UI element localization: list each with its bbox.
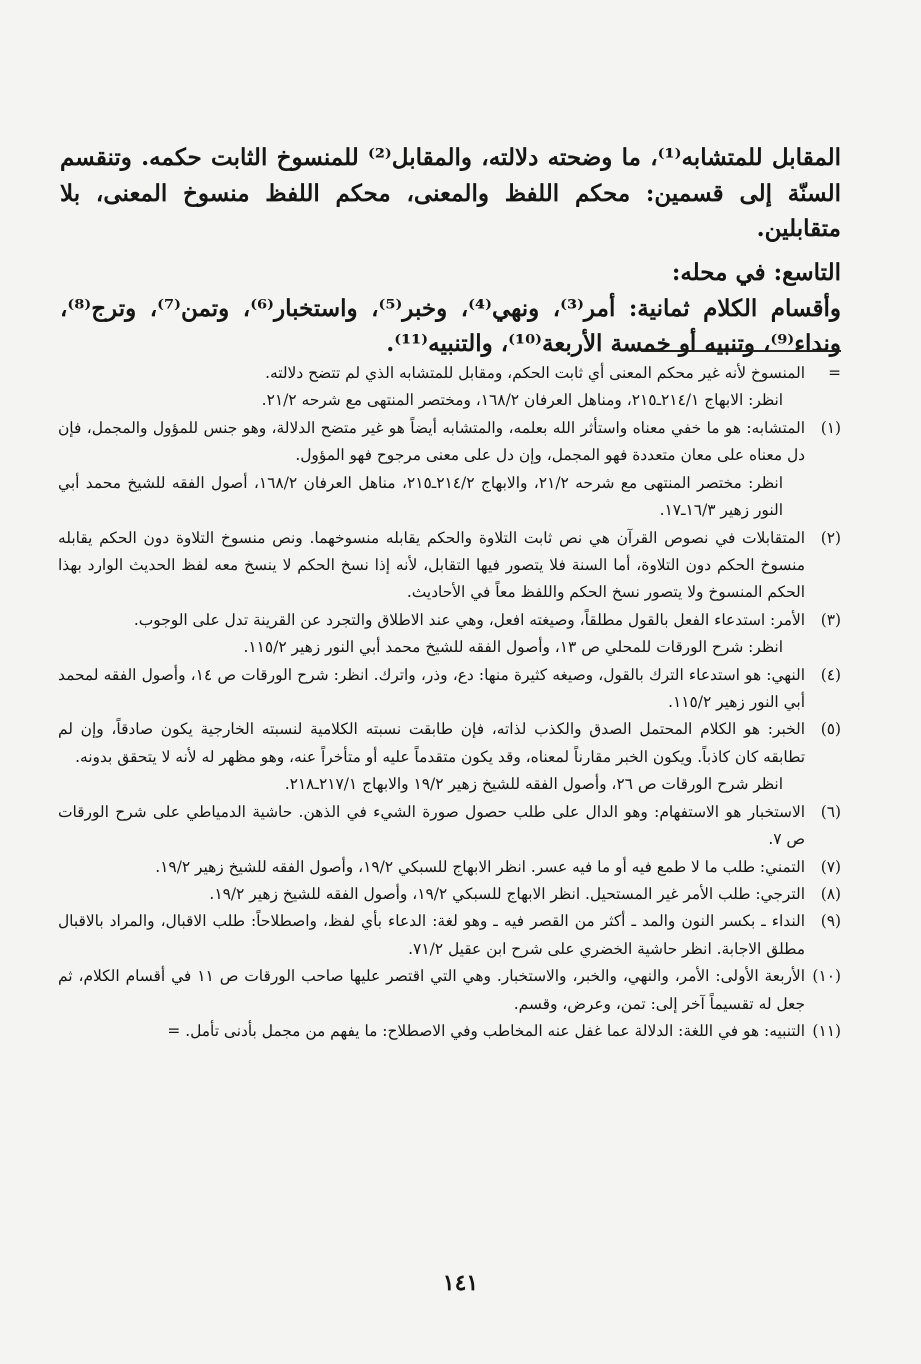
footnote-continuation	[58, 360, 841, 387]
footnote-text: المتشابه: هو ما خفي معناه واستأثر الله بعلمه، والمتشابه أيضاً هو غير متضح الدلالة، وهو جنس للمؤول والمجمل، فإن دل معناه على معان متعددة فهو المجمل، وإن دل على معنى مرجوح فهو المؤول.	[58, 418, 805, 465]
footnote-5	[58, 716, 841, 771]
footnote-text: المنسوخ لأنه غير محكم المعنى أي ثابت الحكم، ومقابل للمتشابه الذي لم تتضح دلالته.	[265, 364, 805, 382]
footnote-text: التمني: طلب ما لا طمع فيه أو ما فيه عسر. انظر الابهاج للسبكي ١٩/٢، وأصول الفقه للشيخ زهير ١٩/٢.	[155, 857, 805, 876]
footnote-text: الأمر: استدعاء الفعل بالقول مطلقاً، وصيغته افعل، وهي عند الاطلاق والتجرد عن القرينة تدل على الوجوب.	[133, 610, 805, 629]
footnotes	[58, 360, 841, 1046]
footnote-6	[58, 799, 841, 854]
footnote-8	[58, 881, 841, 908]
continuation-mark: =	[828, 364, 841, 382]
footnote-reference: انظر: شرح الورقات للمحلي ص ١٣، وأصول الفقه للشيخ محمد أبي النور زهير ١١٥/٢.	[243, 638, 783, 657]
footnote-2	[58, 525, 841, 607]
footnote-number: (١)	[820, 418, 841, 437]
footnote-1	[58, 415, 841, 470]
footnote-number: (٦)	[820, 802, 841, 821]
footnote-9	[58, 908, 841, 963]
footnote-7	[58, 854, 841, 881]
footnote-text: الخبر: هو الكلام المحتمل الصدق والكذب لذاته، فإن طابقت نسبته الكلامية لنسبته الخارجية يكون صادقاً، وإن لم تطابقه كان كاذباً. ويكون الخبر مقارناً لمعناه، وقد يكون متقدماً عليه أو متأخراً عنه، وهو مظهر له لأنه لا يتحقق بدونه.	[58, 720, 805, 766]
footnote-text: التنبيه: هو في اللغة: الدلالة عما غفل عنه المخاطب وفي الاصطلاح: ما يفهم من مجمل بأدنى تأمل. =	[167, 1022, 805, 1041]
footnote-number: (٩)	[820, 912, 841, 931]
footnote-text: الاستخبار هو الاستفهام: وهو الدال على طلب حصول صورة الشيء في الذهن. حاشية الدمياطي على شرح الورقات ص ٧.	[58, 802, 805, 849]
footnote-number: (١٠)	[812, 967, 841, 986]
footnote-reference: انظر: مختصر المنتهى مع شرحه ٢١/٢، والابهاج ٢١٤/٢ـ٢١٥، مناهل العرفان ١٦٨/٢، أصول الفقه للشيخ محمد أبي النور زهير ١٦/٣ـ١٧.	[58, 473, 783, 520]
footnote-reference: انظر: الابهاج ٢١٤/١ـ٢١٥، ومناهل العرفان ١٦٨/٢، ومختصر المنتهى مع شرحه ٢١/٢.	[261, 391, 783, 410]
main-paragraph: المقابل للمتشابه⁽¹⁾، ما وضحته دلالته، والمقابل⁽²⁾ للمنسوخ الثابت حكمه. وتنقسم السنّة إلى قسمين: محكم اللفظ والمعنى، محكم اللفظ منسوخ المعنى، بلا متقابلين.	[60, 144, 842, 243]
footnote-reference: انظر شرح الورقات ص ٢٦، وأصول الفقه للشيخ زهير ١٩/٢ والابهاج ٢١٧/١ـ٢١٨.	[284, 775, 783, 794]
main-text	[60, 140, 841, 362]
footnote-text: النداء ـ بكسر النون والمد ـ أكثر من القصر فيه ـ وهو لغة: الدعاء بأي لفظ، واصطلاحاً: طلب الاقبال، والمراد بالاقبال مطلق الاجابة. انظر حاشية الخضري على شرح ابن عقيل ٧١/٢.	[58, 912, 805, 958]
footnote-3	[58, 607, 841, 634]
footnote-text: النهي: هو استدعاء الترك بالقول، وصيغه كثيرة منها: دع، وذر، واترك. انظر: شرح الورقات ص ١٤، وأصول الفقه لمحمد أبي النور زهير ١١٥/٢.	[58, 665, 805, 712]
footnote-number: (٣)	[820, 610, 841, 629]
page-number: ١٤١	[442, 1270, 479, 1296]
footnote-number: (١١)	[812, 1022, 841, 1041]
footnote-4	[58, 662, 841, 717]
footnote-number: (٥)	[820, 720, 841, 739]
footnote-number: (٤)	[820, 665, 841, 684]
footnote-text: الترجي: طلب الأمر غير المستحيل. انظر الابهاج للسبكي ١٩/٢، وأصول الفقه للشيخ زهير ١٩/٢.	[209, 885, 805, 904]
footnote-11	[58, 1018, 841, 1045]
footnote-text: الأربعة الأولى: الأمر، والنهي، والخبر، والاستخبار. وهي التي اقتصر عليها صاحب الورقات ص ١١ في أقسام الكلام، ثم جعل له تقسيماً آخر إلى: تمن، وعرض، وقسم.	[58, 967, 805, 1013]
footnote-number: (٨)	[820, 885, 841, 904]
footnote-10	[58, 963, 841, 1018]
footnote-separator	[641, 350, 841, 352]
main-paragraph: وأقسام الكلام ثمانية: أمر⁽³⁾، ونهي⁽⁴⁾، وخبر⁽⁵⁾، واستخبار⁽⁶⁾، وتمن⁽⁷⁾، وترج⁽⁸⁾، ونداء⁽⁹⁾، وتنبيه أو خمسة الأربعة⁽¹⁰⁾، والتنبيه⁽¹¹⁾.	[60, 294, 841, 358]
section-heading: التاسع: في محله:	[671, 258, 841, 286]
footnote-text: المتقابلات في نصوص القرآن هي نص ثابت التلاوة والحكم يقابله منسوخهما. ونص منسوخ التلاوة دون الحكم يقابله منسوخ الحكم دون التلاوة، أما السنة فلا يتصور فيها التقابل، لأنه إذا نسخ الحكم لا ينسخ معه لفظ الحديث الوارد بهذا الحكم المنسوخ ولا يتصور نسخ الحكم واللفظ معاً في الأحاديث.	[58, 528, 805, 602]
footnote-number: (٢)	[820, 528, 841, 547]
footnote-number: (٧)	[820, 857, 841, 876]
